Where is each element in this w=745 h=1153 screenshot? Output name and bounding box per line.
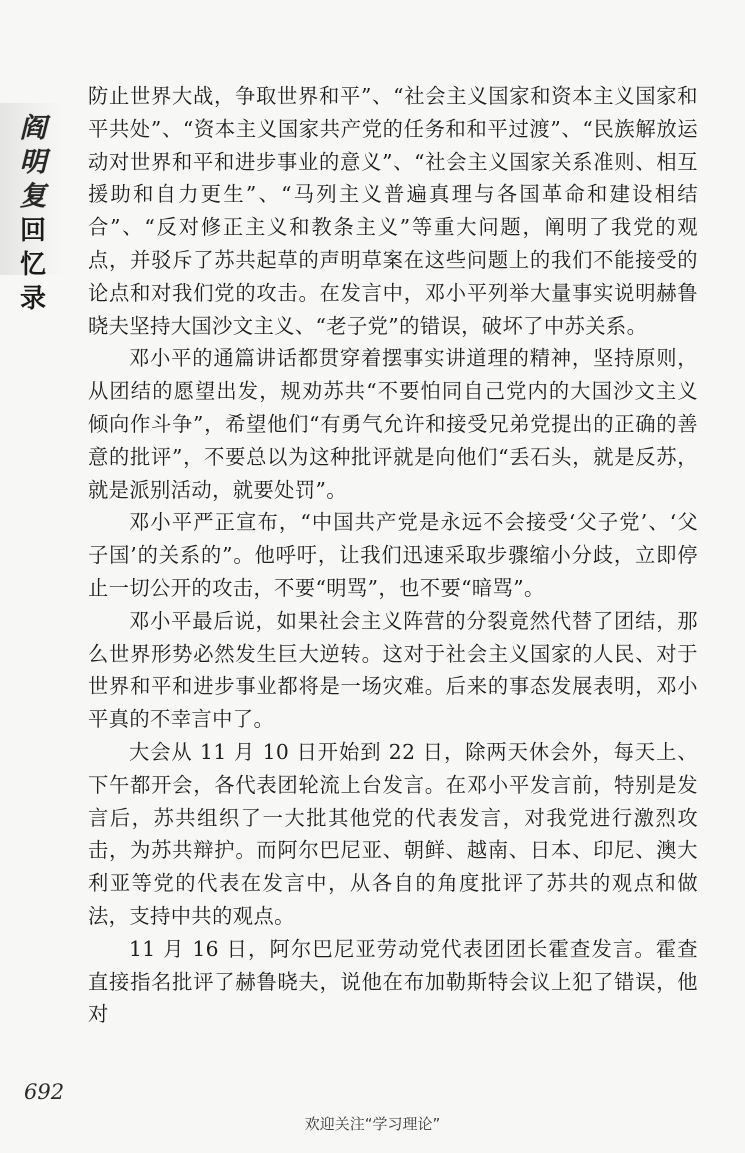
body-text xyxy=(88,80,698,1031)
paragraph: 大会从 11 月 10 日开始到 22 日，除两天休会外，每天上、下午都开会，各代表团轮流上台发言。在邓小平发言前，特别是发言后，苏共组织了一大批其他党的代表发言，对我党进行激烈攻击，为苏共辩护。而阿尔巴尼亚、朝鲜、越南、日本、印尼、澳大利亚等党的代表在发言中，从各自的角度批评了苏共的观点和做法，支持中共的观点。 xyxy=(88,739,698,928)
running-title xyxy=(16,112,50,316)
author-name-char: 阎 xyxy=(19,113,47,144)
paragraph-continued: 防止世界大战，争取世界和平”、“社会主义国家和资本主义国家和平共处”、“资本主义国家共产党的任务和和平过渡”、“民族解放运动对世界和平和进步事业的意义”、“社会主义国家关系准则、相互援助和自力更生”、“马列主义普遍真理与各国革命和建设相结合”、“反对修正主义和教条主义”等重大问题，阐明了我党的观点，并驳斥了苏共起草的声明草案在这些问题上的我们不能接受的论点和对我们党的攻击。在发言中，邓小平列举大量事实说明赫鲁晓夫坚持大国沙文主义、“老子党”的错误，破坏了中苏关系。 xyxy=(88,84,698,338)
paragraph: 邓小平最后说，如果社会主义阵营的分裂竟然代替了团结，那么世界形势必然发生巨大逆转。这对于社会主义国家的人民、对于世界和平和进步事业都将是一场灾难。后来的事态发展表明，邓小平真的不幸言中了。 xyxy=(88,608,698,732)
paragraph: 邓小平严正宣布，“中国共产党是永远不会接受‘父子党’、‘父子国’的关系的”。他呼吁，让我们迅速采取步骤缩小分歧，立即停止一切公开的攻击，不要“明骂”，也不要“暗骂”。 xyxy=(88,510,698,600)
page-number: 692 xyxy=(24,1080,65,1104)
paragraph: 邓小平的通篇讲话都贯穿着摆事实讲道理的精神，坚持原则，从团结的愿望出发，规劝苏共“不要怕同自己党内的大国沙文主义倾向作斗争”，希望他们“有勇气允许和接受兄弟党提出的正确的善意的批评”，不要总以为这种批评就是向他们“丢石头，就是反苏，就是派别活动，就要处罚”。 xyxy=(88,346,698,502)
author-name-char: 复 xyxy=(19,181,47,212)
footer-watermark: 欢迎关注“学习理论” xyxy=(304,1115,441,1133)
book-title-char: 忆 xyxy=(19,250,46,280)
author-name-char: 明 xyxy=(19,147,47,178)
paragraph: 11 月 16 日，阿尔巴尼亚劳动党代表团团长霍查发言。霍查直接指名批评了赫鲁晓夫，说他在布加勒斯特会议上犯了错误，他对 xyxy=(88,936,698,1027)
book-title-char: 录 xyxy=(19,284,46,314)
book-title-char: 回 xyxy=(19,216,46,246)
